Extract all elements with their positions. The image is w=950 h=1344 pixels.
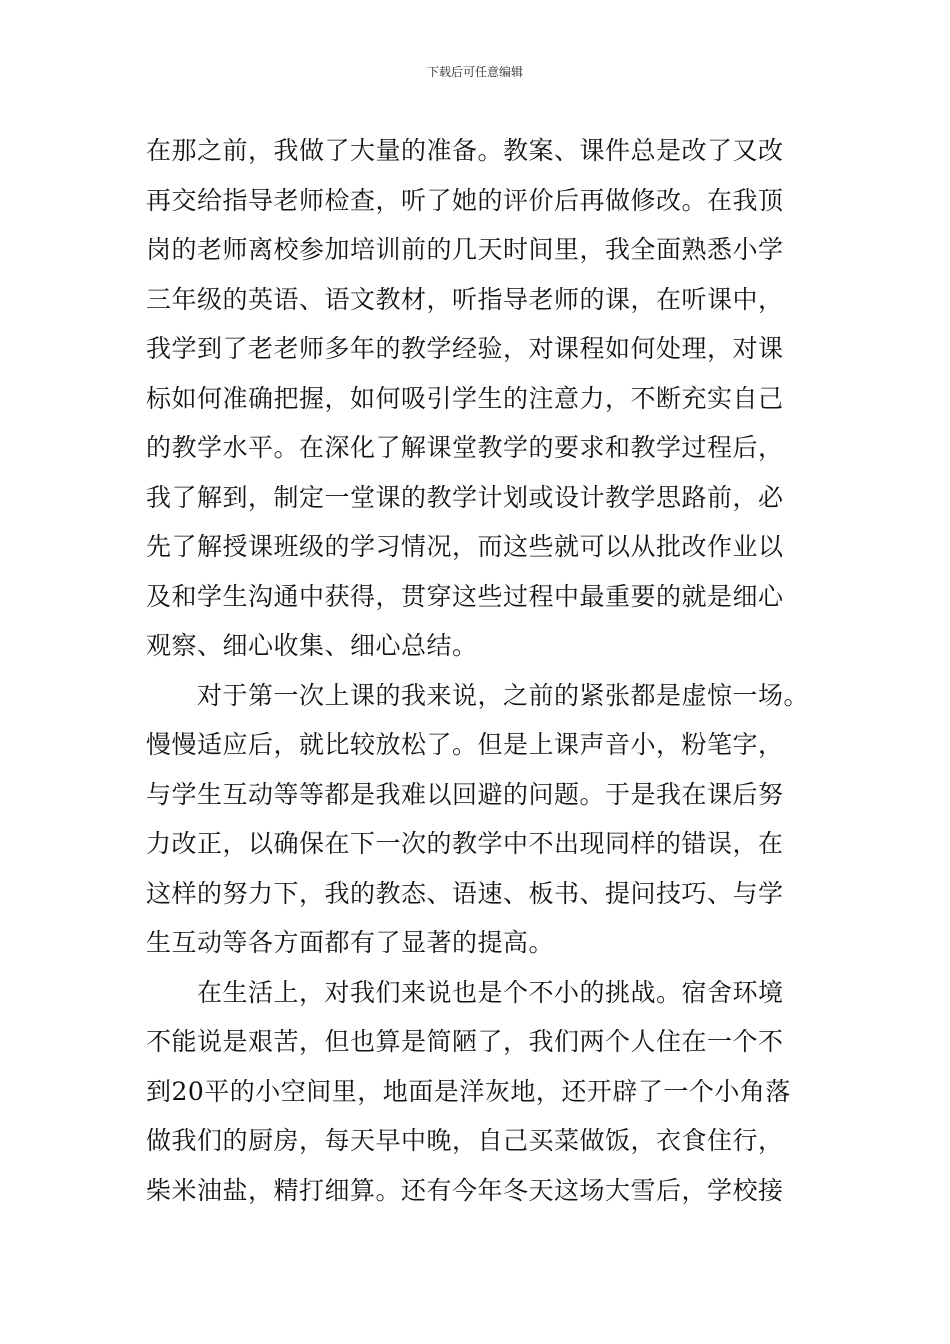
text-line: 的教学水平。在深化了解课堂教学的要求和教学过程后， xyxy=(146,433,784,462)
text-line: 慢慢适应后，就比较放松了。但是上课声音小，粉笔字， xyxy=(146,730,784,759)
text-line: 及和学生沟通中获得，贯穿这些过程中最重要的就是细心 xyxy=(146,581,784,611)
text-line: 在那之前，我做了大量的准备。教案、课件总是改了又改 xyxy=(146,136,784,165)
text-line: 做我们的厨房，每天早中晚，自己买菜做饭，衣食住行， xyxy=(146,1126,784,1155)
text-line: 不能说是艰苦，但也算是简陋了，我们两个人住在一个不 xyxy=(146,1027,784,1056)
text-line: 观察、细心收集、细心总结。 xyxy=(146,631,478,660)
text-line: 我了解到，制定一堂课的教学计划或设计教学思路前，必 xyxy=(146,482,784,512)
text-line: 再交给指导老师检查，听了她的评价后再做修改。在我顶 xyxy=(146,185,784,215)
text-line: 岗的老师离校参加培训前的几天时间里，我全面熟悉小学 xyxy=(146,235,784,264)
text-line: 这样的努力下，我的教态、语速、板书、提问技巧、与学 xyxy=(146,878,784,908)
text-line: 力改正，以确保在下一次的教学中不出现同样的错误，在 xyxy=(146,829,784,858)
text-line: 与学生互动等等都是我难以回避的问题。于是我在课后努 xyxy=(146,779,784,809)
text-line: 柴米油盐，精打细算。还有今年冬天这场大雪后，学校接 xyxy=(146,1175,784,1205)
text-line: 标如何准确把握，如何吸引学生的注意力，不断充实自己 xyxy=(146,383,784,413)
text-line: 在生活上，对我们来说也是个不小的挑战。宿舍环境 xyxy=(146,977,784,1007)
text-line: 先了解授课班级的学习情况，而这些就可以从批改作业以 xyxy=(146,532,784,561)
text-line: 我学到了老老师多年的教学经验，对课程如何处理，对课 xyxy=(146,334,784,363)
text-line: 对于第一次上课的我来说，之前的紧张都是虚惊一场。 xyxy=(146,680,810,710)
document-body xyxy=(146,126,826,1215)
text-line: 到20平的小空间里，地面是洋灰地，还开辟了一个小角落 xyxy=(146,1076,791,1106)
text-line: 生互动等各方面都有了显著的提高。 xyxy=(146,928,555,957)
page-header: 下载后可任意编辑 xyxy=(426,65,523,79)
text-line: 三年级的英语、语文教材，听指导老师的课，在听课中， xyxy=(146,284,784,314)
